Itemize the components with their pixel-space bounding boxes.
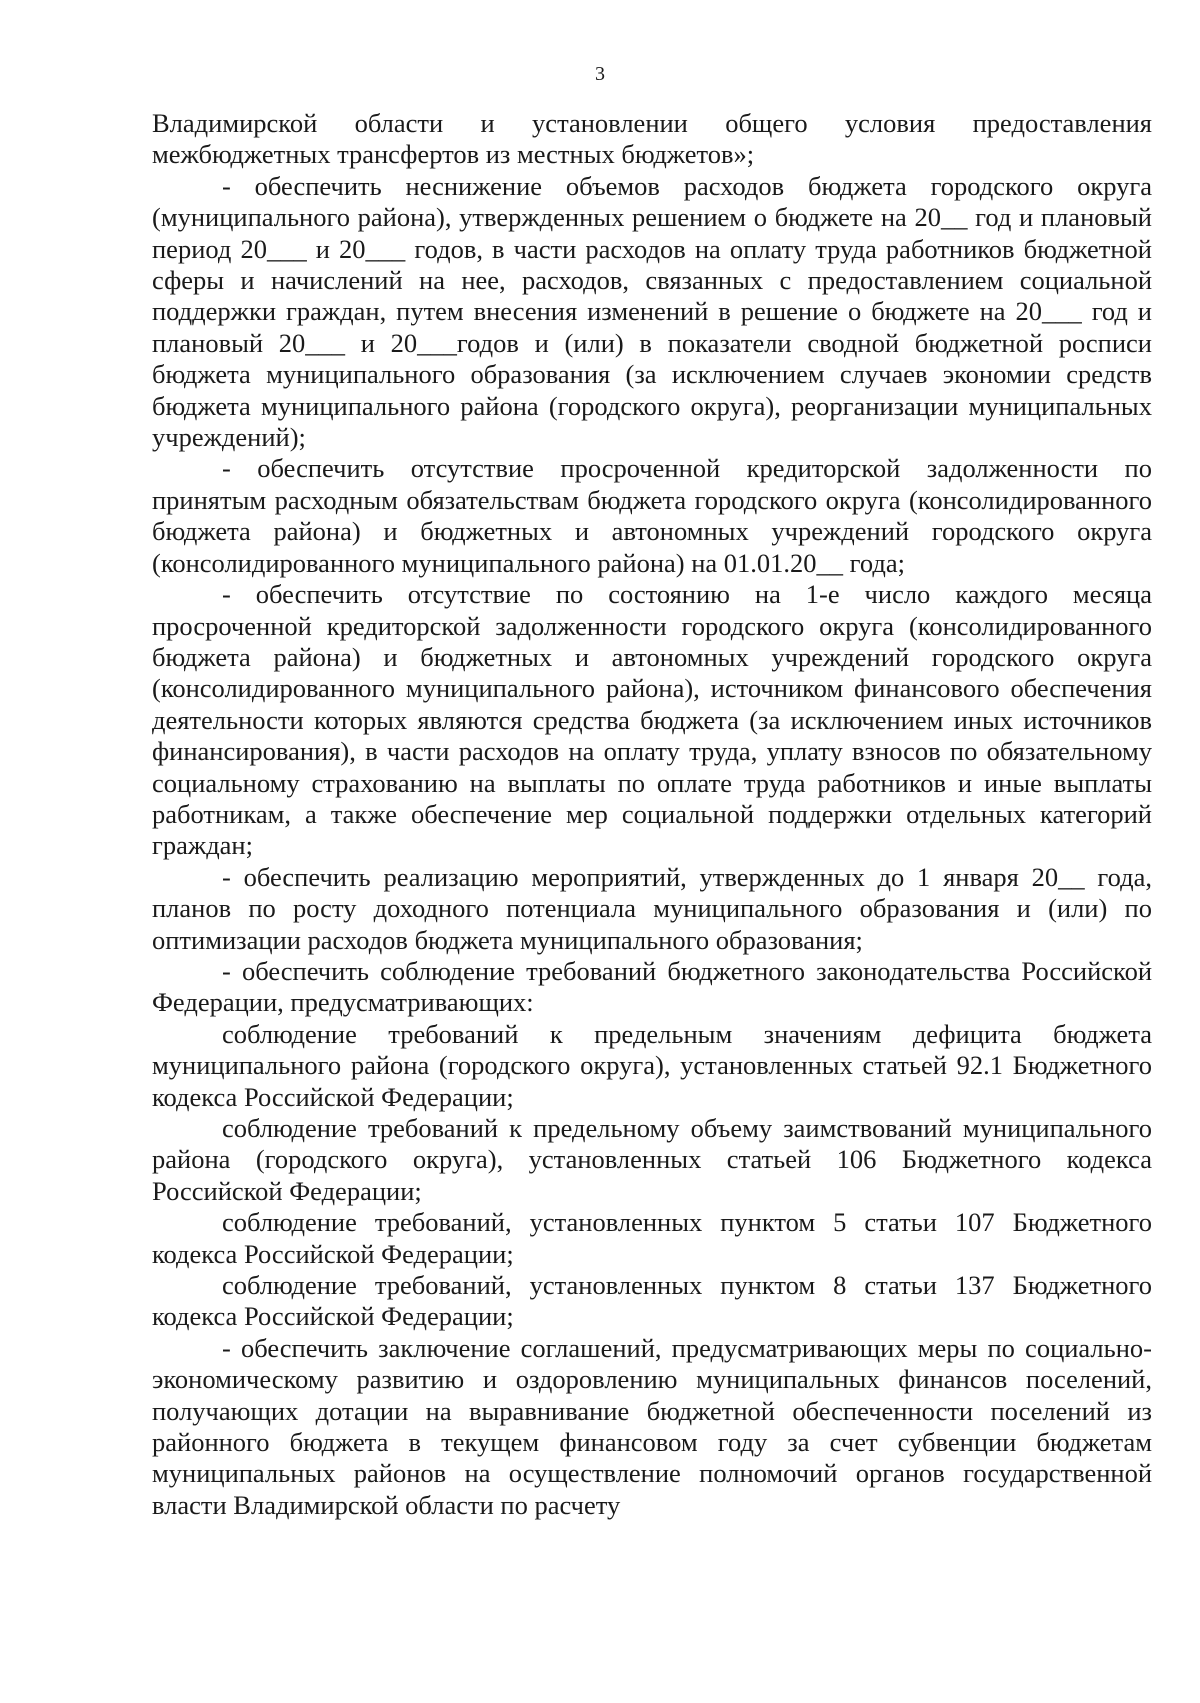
paragraph-measures: - обеспечить реализацию мероприятий, утвержденных до 1 января 20__ года, планов по росту доходного потенциала муниципального образования и (или) по оптимизации расходов бюджета муниципального образования; bbox=[152, 861, 1152, 955]
paragraph-article-137: соблюдение требований, установленных пунктом 8 статьи 137 Бюджетного кодекса Российской Федерации; bbox=[152, 1270, 1152, 1332]
paragraph-monthly-debt: - обеспечить отсутствие по состоянию на 1-е число каждого месяца просроченной кредиторской задолженности городского округа (консолидированного бюджета района) и бюджетных и автономных учреждений городского округа (консолидированного муниципального района), источником финансового обеспечения деятельности которых являются средства бюджета (за исключением иных источников финансирования), в части расходов на оплату труда, уплату взносов по обязательному социальному страхованию на выплаты по оплате труда работников и иные выплаты работникам, а также обеспечение мер социальной поддержки отдельных категорий граждан; bbox=[152, 579, 1152, 861]
paragraph-deficit-limits: соблюдение требований к предельным значениям дефицита бюджета муниципального района (городского округа), установленных статьей 92.1 Бюджетного кодекса Российской Федерации; bbox=[152, 1018, 1152, 1112]
paragraph-continuation: Владимирской области и установлении общего условия предоставления межбюджетных трансфертов из местных бюджетов»; bbox=[152, 108, 1152, 170]
paragraph-borrowing-limits: соблюдение требований к предельному объему заимствований муниципального района (городского округа), установленных статьей 106 Бюджетного кодекса Российской Федерации; bbox=[152, 1113, 1152, 1206]
paragraph-expense-levels: - обеспечить неснижение объемов расходов бюджета городского округа (муниципального района), утвержденных решением о бюджете на 20__ год и плановый период 20___ и 20___ годов, в части расходов на оплату труда работников бюджетной сферы и начислений на нее, расходов, связанных с предоставлением социальной поддержки граждан, путем внесения изменений в решение о бюджете на 20___ год и плановый 20___ и 20___годов и (или) в показатели сводной бюджетной росписи бюджета муниципального образования (за исключением случаев экономии средств бюджета муниципального района (городского округа), реорганизации муниципальных учреждений); bbox=[152, 170, 1152, 453]
paragraph-article-107: соблюдение требований, установленных пунктом 5 статьи 107 Бюджетного кодекса Российской Федерации; bbox=[152, 1207, 1152, 1269]
paragraph-budget-law: - обеспечить соблюдение требований бюджетного законодательства Российской Федерации, предусматривающих: bbox=[152, 955, 1152, 1018]
paragraph-agreements: - обеспечить заключение соглашений, предусматривающих меры по социально-экономическому развитию и оздоровлению муниципальных финансов поселений, получающих дотации на выравнивание бюджетной обеспеченности поселений из районного бюджета в текущем финансовом году за счет субвенции бюджетам муниципальных районов на осуществление полномочий органов государственной власти Владимирской области по расчету bbox=[152, 1332, 1152, 1520]
page-number: 3 bbox=[595, 63, 605, 85]
document-body bbox=[152, 108, 1152, 1521]
paragraph-no-overdue-debt: - обеспечить отсутствие просроченной кредиторской задолженности по принятым расходным обязательствам бюджета городского округа (консолидированного бюджета района) и бюджетных и автономных учреждений городского округа (консолидированного муниципального района) на 01.01.20__ года; bbox=[152, 453, 1152, 578]
